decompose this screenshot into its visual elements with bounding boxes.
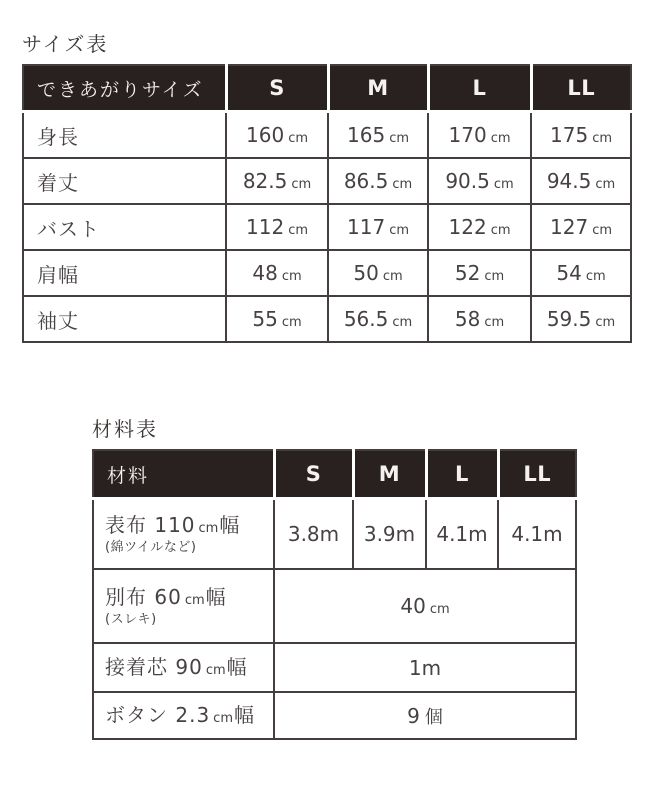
merged-value-cell	[274, 643, 576, 692]
value-cell	[226, 296, 328, 342]
size-value: 82.5	[242, 169, 288, 193]
material-label	[105, 513, 273, 538]
size-row-sleeve	[23, 296, 631, 342]
material-label-note: (綿ツイルなど)	[105, 539, 197, 555]
merged-value-cell	[274, 692, 576, 739]
col-header-s: S	[274, 450, 353, 499]
material-label-note: (スレキ)	[105, 611, 157, 627]
value-cell	[328, 250, 428, 296]
unit-cm: cm	[184, 592, 205, 608]
value-cell	[226, 158, 328, 204]
value-cell	[531, 296, 631, 342]
material-label	[105, 585, 273, 610]
unit-cm: cm	[592, 223, 612, 238]
size-value: 175	[550, 123, 589, 147]
size-row-shoulder	[23, 250, 631, 296]
size-value: 52	[454, 261, 481, 285]
material-label	[105, 703, 273, 728]
unit-pieces: 個	[424, 706, 443, 728]
col-header-l: L	[426, 450, 498, 499]
material-value: 40	[400, 594, 426, 618]
size-value: 117	[347, 215, 386, 239]
size-value: 160	[246, 123, 285, 147]
material-value: 3.9m	[363, 522, 416, 546]
size-value: 50	[353, 261, 379, 285]
unit-cm: cm	[392, 315, 413, 330]
material-row-interfacing	[93, 643, 576, 692]
value-cell	[426, 499, 498, 570]
unit-cm: cm	[484, 315, 505, 330]
value-cell	[428, 296, 531, 342]
value-cell	[428, 112, 531, 159]
row-label: 着丈	[23, 158, 226, 204]
size-row-bust	[23, 204, 631, 250]
unit-cm: cm	[281, 315, 302, 330]
size-value: 112	[246, 215, 285, 239]
size-value: 122	[448, 215, 487, 239]
size-value: 127	[550, 215, 589, 239]
material-value: 3.8m	[287, 522, 340, 546]
value-cell	[328, 204, 428, 250]
size-value: 55	[252, 307, 278, 331]
material-label-text: 表布 110	[105, 512, 196, 537]
value-cell	[226, 204, 328, 250]
unit-cm: cm	[389, 131, 409, 146]
col-header-m: M	[353, 450, 426, 499]
value-cell	[353, 499, 426, 570]
size-table-header-row	[23, 65, 631, 112]
value-cell	[531, 204, 631, 250]
row-label: バスト	[23, 204, 226, 250]
size-row-length	[23, 158, 631, 204]
row-label: 袖丈	[23, 296, 226, 342]
size-table-section	[22, 33, 632, 343]
col-header-ll: LL	[498, 450, 576, 499]
unit-cm: cm	[429, 602, 450, 617]
materials-table-header-row	[93, 450, 576, 499]
size-value: 48	[252, 261, 278, 285]
row-label	[93, 499, 274, 570]
size-header-label: できあがりサイズ	[23, 65, 226, 112]
unit-cm: cm	[382, 269, 403, 284]
merged-value-cell	[274, 569, 576, 643]
unit-cm: cm	[392, 177, 413, 192]
size-table-title: サイズ表	[22, 32, 109, 56]
row-label	[93, 569, 274, 643]
material-label	[105, 655, 273, 680]
size-value: 94.5	[546, 169, 592, 193]
row-label: 身長	[23, 112, 226, 159]
materials-table-title: 材料表	[92, 417, 158, 441]
col-header-ll: LL	[531, 65, 631, 112]
materials-table-section	[92, 418, 577, 740]
size-table	[22, 64, 632, 343]
value-cell	[428, 204, 531, 250]
size-value: 58	[454, 307, 481, 331]
col-header-s: S	[226, 65, 328, 112]
material-value: 4.1m	[436, 522, 488, 546]
materials-header-label: 材料	[93, 450, 274, 499]
material-label-text: 別布 60	[105, 584, 182, 609]
value-cell	[428, 158, 531, 204]
unit-cm: cm	[291, 177, 312, 192]
size-value: 165	[347, 123, 386, 147]
material-label-suffix: 幅	[205, 584, 227, 609]
unit-cm: cm	[595, 177, 616, 192]
material-row-outer-fabric	[93, 499, 576, 570]
unit-cm: cm	[493, 177, 514, 192]
col-header-l: L	[428, 65, 531, 112]
unit-cm: cm	[288, 131, 308, 146]
unit-cm: cm	[490, 131, 511, 146]
size-value: 56.5	[343, 307, 389, 331]
unit-cm: cm	[198, 520, 219, 536]
material-label-suffix: 幅	[219, 512, 241, 537]
size-row-height	[23, 112, 631, 159]
size-value: 54	[556, 261, 582, 285]
value-cell	[531, 158, 631, 204]
material-label-text: ボタン 2.3	[105, 703, 211, 727]
unit-cm: cm	[490, 223, 511, 238]
value-cell	[226, 250, 328, 296]
materials-table	[92, 449, 577, 740]
value-cell	[328, 296, 428, 342]
unit-cm: cm	[595, 315, 616, 330]
value-cell	[531, 250, 631, 296]
value-cell	[328, 112, 428, 159]
material-value: 4.1m	[511, 522, 563, 546]
material-label-suffix: 幅	[233, 703, 255, 727]
value-cell	[531, 112, 631, 159]
material-row-buttons	[93, 692, 576, 739]
row-label: 肩幅	[23, 250, 226, 296]
material-row-contrast-fabric	[93, 569, 576, 643]
value-cell	[226, 112, 328, 159]
material-label-text: 接着芯 90	[105, 655, 203, 679]
size-value: 170	[448, 123, 487, 147]
unit-cm: cm	[389, 223, 409, 238]
unit-cm: cm	[281, 269, 302, 284]
unit-cm: cm	[585, 269, 606, 284]
value-cell	[428, 250, 531, 296]
unit-cm: cm	[288, 223, 308, 238]
unit-cm: cm	[592, 131, 612, 146]
material-value: 9	[407, 703, 420, 728]
size-value: 90.5	[445, 169, 490, 193]
value-cell	[274, 499, 353, 570]
col-header-m: M	[328, 65, 428, 112]
row-label	[93, 643, 274, 692]
unit-cm: cm	[213, 711, 233, 726]
unit-cm: cm	[205, 663, 226, 678]
row-label	[93, 692, 274, 739]
unit-cm: cm	[484, 269, 505, 284]
value-cell	[328, 158, 428, 204]
material-value: 1m	[408, 655, 442, 680]
size-value: 86.5	[343, 169, 389, 193]
value-cell	[498, 499, 576, 570]
material-label-suffix: 幅	[226, 655, 248, 679]
size-value: 59.5	[546, 307, 592, 331]
